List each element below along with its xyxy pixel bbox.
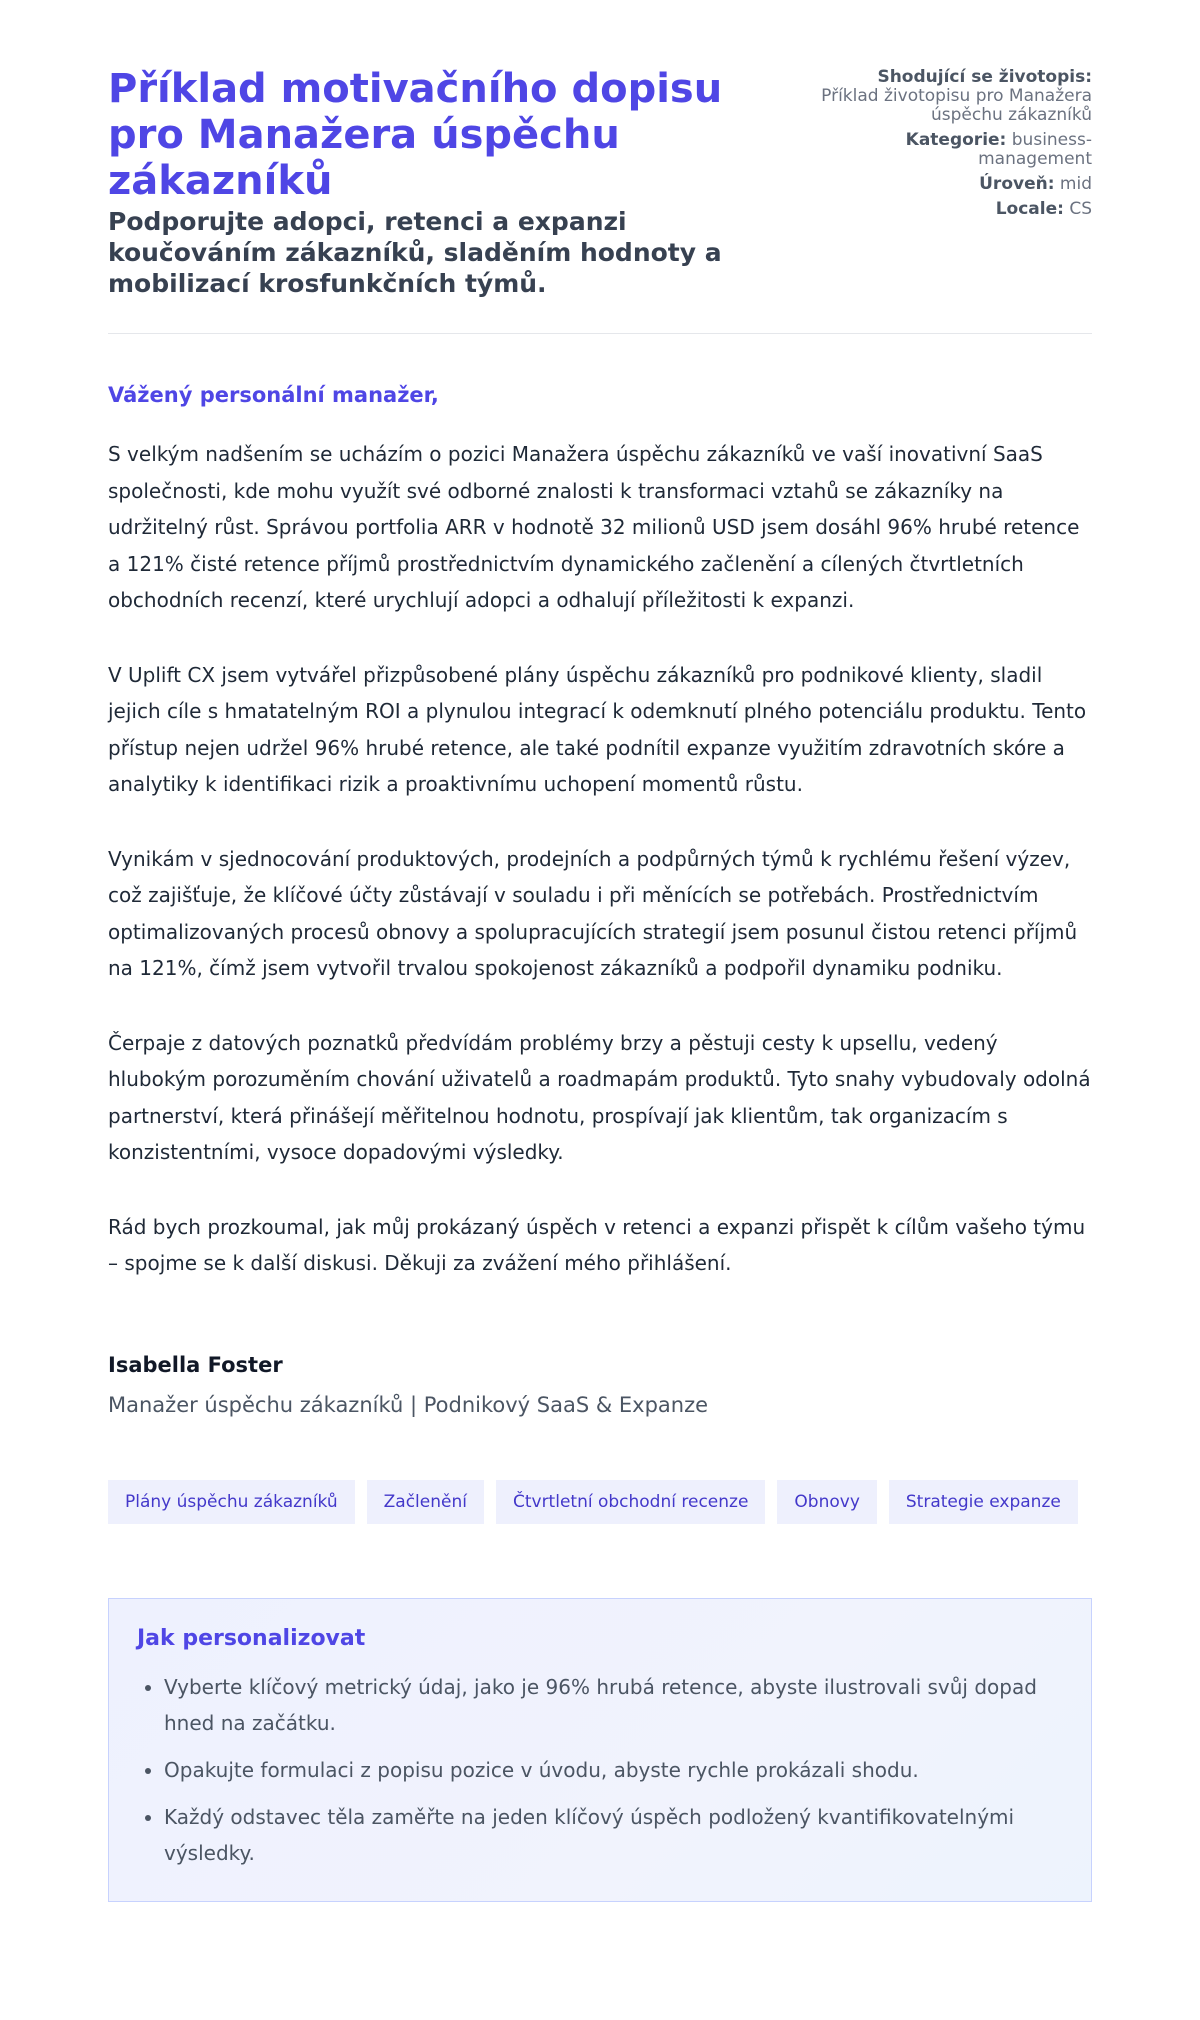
meta-category-value: business-management	[978, 130, 1092, 169]
signature-role: Manažer úspěchu zákazníků | Podnikový SaaS & Expanze	[108, 1392, 709, 1417]
meta-level-label: Úroveň:	[979, 174, 1055, 194]
skill-tag: Obnovy	[777, 1480, 876, 1524]
personalization-tips	[108, 1598, 1092, 1902]
meta-locale-label: Locale:	[995, 199, 1064, 219]
letter-paragraph: V Uplift CX jsem vytvářel přizpůsobené plány úspěchu zákazníků pro podnikové klienty, sladil jejich cíle s hmatatelným ROI a plynulou integrací k odemknutí plného potenciálu produktu. Tento přístup nejen udržel 96% hrubé retence, ale také podnítil expanze využitím zdravotních skóre a analytiky k identifikaci rizik a proaktivnímu uchopení momentů růstu.	[108, 662, 1087, 796]
tips-title: Jak personalizovat	[137, 1625, 366, 1651]
header	[108, 0, 1092, 334]
meta-panel	[802, 66, 1092, 225]
skill-tag: Čtvrtletní obchodní recenze	[496, 1480, 765, 1524]
skill-tags	[108, 1480, 1092, 1524]
title-block	[108, 66, 748, 299]
skill-tag: Začlenění	[367, 1480, 484, 1524]
tips-list	[137, 1669, 1063, 1871]
meta-resume	[802, 68, 1092, 125]
letter-body	[108, 382, 1092, 1418]
signature-name: Isabella Foster	[108, 1352, 283, 1377]
meta-locale-value: CS	[1069, 199, 1092, 219]
letter-paragraph: Čerpaje z datových poznatků předvídám problémy brzy a pěstuji cesty k upsellu, vedený hlubokým porozuměním chování uživatelů a roadmapám produktů. Tyto snahy vybudovaly odolná partnerství, která přinášejí měřitelnou hodnotu, prospívají jak klientům, tak organizacím s konzistentními, vysoce dopadovými výsledky.	[108, 1030, 1091, 1164]
page-title: Příklad motivačního dopisu pro Manažera úspěchu zákazníků	[108, 66, 723, 204]
meta-resume-label: Shodující se životopis:	[877, 67, 1092, 87]
tip-item: • Vyberte klíčový metrický údaj, jako je 96% hrubá retence, abyste ilustrovali svůj dopad hned na začátku.	[164, 1669, 1063, 1741]
meta-locale	[802, 200, 1092, 219]
tip-item: • Opakujte formulaci z popisu pozice v úvodu, abyste rychle prokázali shodu.	[164, 1752, 1063, 1788]
letter-paragraph: Vynikám v sjednocování produktových, prodejních a podpůrných týmů k rychlému řešení výzev, což zajišťuje, že klíčové účty zůstávají v souladu i při měnících se potřebách. Prostřednictvím optimalizovaných procesů obnovy a spolupracujících strategií jsem posunul čistou retenci příjmů na 121%, čímž jsem vytvořil trvalou spokojenost zákazníků a podpořil dynamiku podniku.	[108, 846, 1078, 980]
meta-resume-link[interactable]: Příklad životopisu pro Manažera úspěchu zákazníků	[821, 86, 1092, 125]
page-subtitle: Podporujte adopci, retenci a expanzi koučováním zákazníků, sladěním hodnoty a mobilizací krosfunkčních týmů.	[108, 207, 722, 298]
letter-greeting: Vážený personální manažer,	[108, 383, 439, 407]
meta-category	[802, 131, 1092, 169]
skill-tag: Strategie expanze	[889, 1480, 1078, 1524]
meta-category-label: Kategorie:	[905, 130, 1007, 150]
skill-tag: Plány úspěchu zákazníků	[108, 1480, 355, 1524]
meta-level	[802, 175, 1092, 194]
meta-level-value: mid	[1059, 174, 1092, 194]
tip-item: • Každý odstavec těla zaměřte na jeden klíčový úspěch podložený kvantifikovatelnými výsledky.	[164, 1799, 1063, 1871]
letter-paragraph: S velkým nadšením se ucházím o pozici Manažera úspěchu zákazníků ve vaší inovativní SaaS společnosti, kde mohu využít své odborné znalosti k transformaci vztahů se zákazníky na udržitelný růst. Správou portfolia ARR v hodnotě 32 milionů USD jsem dosáhl 96% hrubé retence a 121% čisté retence příjmů prostřednictvím dynamického začlenění a cílených čtvrtletních obchodních recenzí, které urychlují adopci a odhalují příležitosti k expanzi.	[108, 442, 1080, 612]
letter-paragraph: Rád bych prozkoumal, jak můj prokázaný úspěch v retenci a expanzi přispět k cílům vašeho týmu – spojme se k další diskusi. Děkuji za zvážení mého přihlášení.	[108, 1214, 1086, 1275]
